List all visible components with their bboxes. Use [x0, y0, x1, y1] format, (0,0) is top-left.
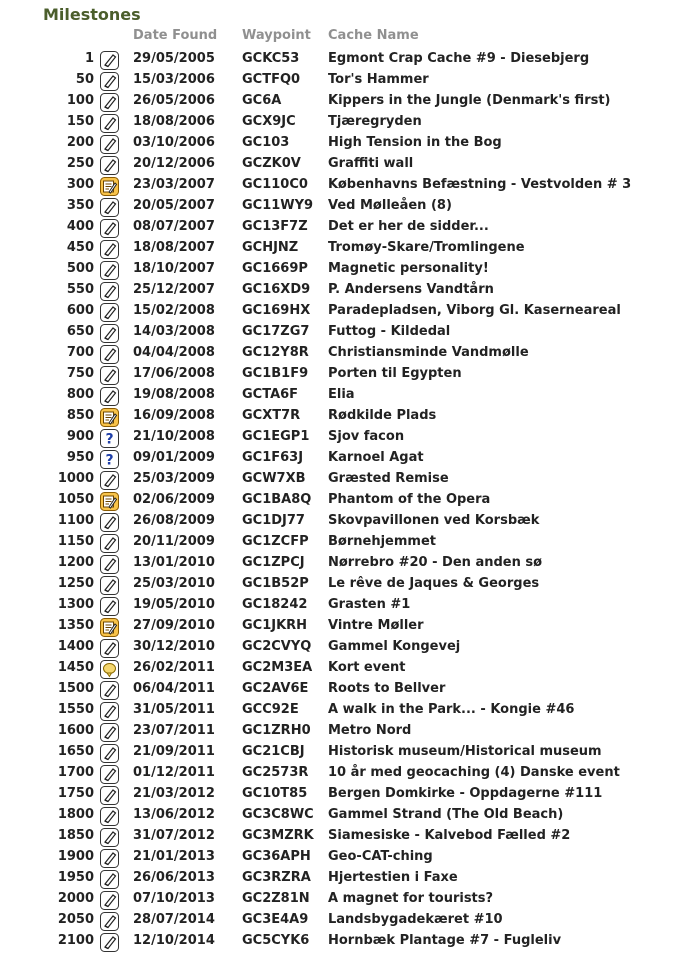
date-found: 19/08/2008 — [133, 387, 215, 402]
milestone-row — [0, 742, 700, 763]
cache-name-link[interactable]: Roots to Bellver — [328, 681, 446, 696]
svg-text:?: ? — [105, 452, 114, 469]
cache-name-link[interactable]: Kippers in the Jungle (Denmark's first) — [328, 93, 611, 108]
waypoint-link[interactable]: GC1JKRH — [242, 618, 308, 633]
traditional-cache-icon[interactable] — [100, 345, 119, 364]
milestone-row — [0, 700, 700, 721]
date-found: 20/11/2009 — [133, 534, 215, 549]
milestone-row — [0, 91, 700, 112]
cache-name-link[interactable]: Det er her de sidder... — [328, 219, 489, 234]
milestone-row — [0, 511, 700, 532]
date-found: 21/09/2011 — [133, 744, 215, 759]
milestone-number: 250 — [66, 156, 94, 171]
cache-name-link[interactable]: Magnetic personality! — [328, 261, 489, 276]
cache-name-link[interactable]: Bergen Domkirke - Oppdagerne #111 — [328, 786, 603, 801]
milestone-number: 2000 — [57, 891, 94, 906]
milestone-row — [0, 49, 700, 70]
traditional-cache-icon[interactable] — [100, 912, 119, 931]
waypoint-link[interactable]: GC12Y8R — [242, 345, 309, 360]
cache-name-link[interactable]: Futtog - Kildedal — [328, 324, 451, 339]
cache-name-link[interactable]: High Tension in the Bog — [328, 135, 502, 150]
traditional-cache-icon[interactable] — [100, 51, 119, 70]
milestone-number: 900 — [66, 429, 94, 444]
traditional-cache-icon[interactable] — [100, 303, 119, 322]
cache-name-link[interactable]: Skovpavillonen ved Korsbæk — [328, 513, 540, 528]
milestone-number: 450 — [66, 240, 94, 255]
waypoint-link[interactable]: GC2Z81N — [242, 891, 310, 906]
milestone-number: 1350 — [57, 618, 94, 633]
traditional-cache-icon[interactable] — [100, 198, 119, 217]
multi-cache-icon[interactable] — [100, 492, 119, 511]
waypoint-link[interactable]: GC1B52P — [242, 576, 309, 591]
milestone-number: 1900 — [57, 849, 94, 864]
mystery-cache-icon[interactable] — [100, 450, 119, 469]
traditional-cache-icon[interactable] — [100, 387, 119, 406]
cache-name-link[interactable]: Kort event — [328, 660, 406, 675]
date-found: 09/01/2009 — [133, 450, 215, 465]
svg-text:?: ? — [105, 431, 114, 448]
header-date-found[interactable]: Date Found — [133, 28, 218, 43]
waypoint-link[interactable]: GC1ZRH0 — [242, 723, 311, 738]
traditional-cache-icon[interactable] — [100, 849, 119, 868]
milestone-row — [0, 931, 700, 952]
waypoint-link[interactable]: GC13F7Z — [242, 219, 308, 234]
milestone-row — [0, 868, 700, 889]
multi-cache-icon[interactable] — [100, 618, 119, 637]
milestone-row — [0, 322, 700, 343]
traditional-cache-icon[interactable] — [100, 576, 119, 595]
traditional-cache-icon[interactable] — [100, 933, 119, 952]
milestone-row — [0, 112, 700, 133]
milestone-number: 1050 — [57, 492, 94, 507]
waypoint-link[interactable]: GC18242 — [242, 597, 308, 612]
cache-name-link[interactable]: Christiansminde Vandmølle — [328, 345, 529, 360]
waypoint-link[interactable]: GCHJNZ — [242, 240, 299, 255]
milestone-number: 200 — [66, 135, 94, 150]
milestone-row — [0, 595, 700, 616]
milestone-row — [0, 301, 700, 322]
date-found: 03/10/2006 — [133, 135, 215, 150]
milestone-number: 1750 — [57, 786, 94, 801]
waypoint-link[interactable]: GC1669P — [242, 261, 308, 276]
waypoint-link[interactable]: GCTFQ0 — [242, 72, 301, 87]
milestone-number: 500 — [66, 261, 94, 276]
date-found: 13/01/2010 — [133, 555, 215, 570]
date-found: 21/10/2008 — [133, 429, 215, 444]
cache-name-link[interactable]: Porten til Egypten — [328, 366, 462, 381]
milestone-number: 800 — [66, 387, 94, 402]
traditional-cache-icon[interactable] — [100, 828, 119, 847]
waypoint-link[interactable]: GC1DJ77 — [242, 513, 305, 528]
milestone-row — [0, 553, 700, 574]
header-cache-name[interactable]: Cache Name — [328, 28, 419, 43]
milestone-number: 1200 — [57, 555, 94, 570]
milestone-row — [0, 448, 700, 469]
milestone-number: 850 — [66, 408, 94, 423]
milestone-number: 1250 — [57, 576, 94, 591]
traditional-cache-icon[interactable] — [100, 534, 119, 553]
cache-name-link[interactable]: Nørrebro #20 - Den anden sø — [328, 555, 543, 570]
date-found: 26/06/2013 — [133, 870, 215, 885]
date-found: 26/08/2009 — [133, 513, 215, 528]
waypoint-link[interactable]: GC3C8WC — [242, 807, 314, 822]
milestone-row — [0, 826, 700, 847]
traditional-cache-icon[interactable] — [100, 597, 119, 616]
milestone-number: 550 — [66, 282, 94, 297]
cache-name-link[interactable]: Geo-CAT-ching — [328, 849, 433, 864]
waypoint-link[interactable]: GC110C0 — [242, 177, 308, 192]
waypoint-link[interactable]: GC2AV6E — [242, 681, 309, 696]
waypoint-link[interactable]: GCTA6F — [242, 387, 299, 402]
cache-name-link[interactable]: Egmont Crap Cache #9 - Diesebjerg — [328, 51, 590, 66]
traditional-cache-icon[interactable] — [100, 72, 119, 91]
waypoint-link[interactable]: GC17ZG7 — [242, 324, 310, 339]
cache-name-link[interactable]: Rødkilde Plads — [328, 408, 437, 423]
traditional-cache-icon[interactable] — [100, 93, 119, 112]
page-title: Milestones — [43, 5, 141, 24]
waypoint-link[interactable]: GCX9JC — [242, 114, 296, 129]
milestone-row — [0, 847, 700, 868]
milestone-row — [0, 679, 700, 700]
date-found: 26/05/2006 — [133, 93, 215, 108]
waypoint-link[interactable]: GC36APH — [242, 849, 311, 864]
date-found: 12/10/2014 — [133, 933, 215, 948]
traditional-cache-icon[interactable] — [100, 135, 119, 154]
cache-name-link[interactable]: Hjertestien i Faxe — [328, 870, 458, 885]
waypoint-link[interactable]: GC1EGP1 — [242, 429, 310, 444]
date-found: 29/05/2005 — [133, 51, 215, 66]
waypoint-link[interactable]: GC2573R — [242, 765, 309, 780]
milestone-row — [0, 406, 700, 427]
milestone-row — [0, 133, 700, 154]
traditional-cache-icon[interactable] — [100, 723, 119, 742]
mystery-cache-icon[interactable] — [100, 429, 119, 448]
milestone-number: 150 — [66, 114, 94, 129]
date-found: 18/08/2006 — [133, 114, 215, 129]
milestone-row — [0, 637, 700, 658]
traditional-cache-icon[interactable] — [100, 702, 119, 721]
date-found: 20/05/2007 — [133, 198, 215, 213]
traditional-cache-icon[interactable] — [100, 219, 119, 238]
traditional-cache-icon[interactable] — [100, 366, 119, 385]
date-found: 31/07/2012 — [133, 828, 215, 843]
traditional-cache-icon[interactable] — [100, 681, 119, 700]
waypoint-link[interactable]: GCW7XB — [242, 471, 306, 486]
milestone-row — [0, 532, 700, 553]
milestone-number: 1300 — [57, 597, 94, 612]
cache-name-link[interactable]: Sjov facon — [328, 429, 405, 444]
milestone-number: 400 — [66, 219, 94, 234]
date-found: 23/07/2011 — [133, 723, 215, 738]
milestone-number: 750 — [66, 366, 94, 381]
milestone-number: 1 — [84, 51, 94, 66]
milestone-row — [0, 805, 700, 826]
cache-name-link[interactable]: 10 år med geocaching (4) Danske event — [328, 765, 620, 780]
date-found: 07/10/2013 — [133, 891, 215, 906]
waypoint-link[interactable]: GC6A — [242, 93, 282, 108]
cache-name-link[interactable]: Græsted Remise — [328, 471, 449, 486]
multi-cache-icon[interactable] — [100, 177, 119, 196]
date-found: 16/09/2008 — [133, 408, 215, 423]
milestone-row — [0, 175, 700, 196]
milestone-number: 100 — [66, 93, 94, 108]
milestone-number: 1150 — [57, 534, 94, 549]
waypoint-link[interactable]: GCXT7R — [242, 408, 301, 423]
milestone-number: 950 — [66, 450, 94, 465]
date-found: 15/02/2008 — [133, 303, 215, 318]
date-found: 23/03/2007 — [133, 177, 215, 192]
date-found: 06/04/2011 — [133, 681, 215, 696]
date-found: 21/03/2012 — [133, 786, 215, 801]
milestone-row — [0, 721, 700, 742]
cache-name-link[interactable]: Ved Mølleåen (8) — [328, 198, 452, 213]
date-found: 25/03/2009 — [133, 471, 215, 486]
waypoint-link[interactable]: GC16XD9 — [242, 282, 311, 297]
milestone-number: 1600 — [57, 723, 94, 738]
milestone-row — [0, 238, 700, 259]
milestone-row — [0, 910, 700, 931]
waypoint-link[interactable]: GC2CVYQ — [242, 639, 312, 654]
milestone-number: 2050 — [57, 912, 94, 927]
waypoint-link[interactable]: GCZK0V — [242, 156, 301, 171]
traditional-cache-icon[interactable] — [100, 765, 119, 784]
traditional-cache-icon[interactable] — [100, 786, 119, 805]
date-found: 26/02/2011 — [133, 660, 215, 675]
milestone-row — [0, 469, 700, 490]
waypoint-link[interactable]: GC11WY9 — [242, 198, 314, 213]
waypoint-link[interactable]: GC3MZRK — [242, 828, 314, 843]
milestone-number: 1850 — [57, 828, 94, 843]
cache-name-link[interactable]: Siamesiske - Kalvebod Fælled #2 — [328, 828, 571, 843]
traditional-cache-icon[interactable] — [100, 261, 119, 280]
milestone-row — [0, 364, 700, 385]
cache-name-link[interactable]: Elia — [328, 387, 355, 402]
traditional-cache-icon[interactable] — [100, 870, 119, 889]
waypoint-link[interactable]: GC10T85 — [242, 786, 308, 801]
date-found: 18/10/2007 — [133, 261, 215, 276]
date-found: 20/12/2006 — [133, 156, 215, 171]
cache-name-link[interactable]: A magnet for tourists? — [328, 891, 494, 906]
traditional-cache-icon[interactable] — [100, 471, 119, 490]
waypoint-link[interactable]: GC5CYK6 — [242, 933, 310, 948]
date-found: 28/07/2014 — [133, 912, 215, 927]
milestone-number: 300 — [66, 177, 94, 192]
cache-name-link[interactable]: Karnoel Agat — [328, 450, 424, 465]
milestone-number: 1700 — [57, 765, 94, 780]
cache-name-link[interactable]: Historisk museum/Historical museum — [328, 744, 602, 759]
cache-name-link[interactable]: Tromøy-Skare/Tromlingene — [328, 240, 525, 255]
traditional-cache-icon[interactable] — [100, 639, 119, 658]
milestone-row — [0, 196, 700, 217]
cache-name-link[interactable]: Hornbæk Plantage #7 - Fugleliv — [328, 933, 562, 948]
traditional-cache-icon[interactable] — [100, 555, 119, 574]
milestone-row — [0, 385, 700, 406]
date-found: 25/03/2010 — [133, 576, 215, 591]
cache-name-link[interactable]: Phantom of the Opera — [328, 492, 491, 507]
multi-cache-icon[interactable] — [100, 408, 119, 427]
date-found: 27/09/2010 — [133, 618, 215, 633]
cache-name-link[interactable]: Graffiti wall — [328, 156, 414, 171]
waypoint-link[interactable]: GC1ZCFP — [242, 534, 309, 549]
waypoint-link[interactable]: GC1ZPCJ — [242, 555, 305, 570]
milestone-number: 650 — [66, 324, 94, 339]
milestone-row — [0, 616, 700, 637]
milestone-row — [0, 70, 700, 91]
date-found: 30/12/2010 — [133, 639, 215, 654]
milestone-row — [0, 280, 700, 301]
cache-name-link[interactable]: Paradepladsen, Viborg Gl. Kaserneareal — [328, 303, 621, 318]
waypoint-link[interactable]: GC103 — [242, 135, 290, 150]
date-found: 13/06/2012 — [133, 807, 215, 822]
waypoint-link[interactable]: GC21CBJ — [242, 744, 305, 759]
traditional-cache-icon[interactable] — [100, 513, 119, 532]
milestone-number: 700 — [66, 345, 94, 360]
date-found: 08/07/2007 — [133, 219, 215, 234]
milestone-row — [0, 217, 700, 238]
cache-name-link[interactable]: P. Andersens Vandtårn — [328, 282, 494, 297]
date-found: 21/01/2013 — [133, 849, 215, 864]
milestone-row — [0, 889, 700, 910]
cache-name-link[interactable]: Gammel Strand (The Old Beach) — [328, 807, 564, 822]
milestone-number: 1100 — [57, 513, 94, 528]
milestone-row — [0, 658, 700, 679]
milestone-number: 350 — [66, 198, 94, 213]
cache-name-link[interactable]: Københavns Befæstning - Vestvolden # 3 — [328, 177, 632, 192]
cache-name-link[interactable]: A walk in the Park... - Kongie #46 — [328, 702, 575, 717]
milestone-number: 2100 — [57, 933, 94, 948]
waypoint-link[interactable]: GC1F63J — [242, 450, 304, 465]
milestone-row — [0, 763, 700, 784]
milestone-row — [0, 343, 700, 364]
cache-name-link[interactable]: Tor's Hammer — [328, 72, 429, 87]
cache-name-link[interactable]: Landsbygadekæret #10 — [328, 912, 503, 927]
waypoint-link[interactable]: GC169HX — [242, 303, 311, 318]
date-found: 31/05/2011 — [133, 702, 215, 717]
traditional-cache-icon[interactable] — [100, 891, 119, 910]
cache-name-link[interactable]: Le rêve de Jaques & Georges — [328, 576, 540, 591]
traditional-cache-icon[interactable] — [100, 744, 119, 763]
cache-name-link[interactable]: Vintre Møller — [328, 618, 424, 633]
date-found: 25/12/2007 — [133, 282, 215, 297]
date-found: 14/03/2008 — [133, 324, 215, 339]
event-cache-icon[interactable] — [100, 660, 119, 679]
traditional-cache-icon[interactable] — [100, 240, 119, 259]
date-found: 19/05/2010 — [133, 597, 215, 612]
milestone-row — [0, 154, 700, 175]
cache-name-link[interactable]: Tjæregryden — [328, 114, 422, 129]
traditional-cache-icon[interactable] — [100, 324, 119, 343]
date-found: 17/06/2008 — [133, 366, 215, 381]
cache-name-link[interactable]: Børnehjemmet — [328, 534, 436, 549]
milestone-row — [0, 490, 700, 511]
waypoint-link[interactable]: GCC92E — [242, 702, 299, 717]
waypoint-link[interactable]: GC1B1F9 — [242, 366, 309, 381]
milestone-number: 1400 — [57, 639, 94, 654]
traditional-cache-icon[interactable] — [100, 807, 119, 826]
date-found: 02/06/2009 — [133, 492, 215, 507]
cache-name-link[interactable]: Metro Nord — [328, 723, 412, 738]
milestone-number: 1000 — [57, 471, 94, 486]
traditional-cache-icon[interactable] — [100, 282, 119, 301]
waypoint-link[interactable]: GC3RZRA — [242, 870, 311, 885]
milestone-number: 1550 — [57, 702, 94, 717]
milestone-row — [0, 259, 700, 280]
milestone-row — [0, 427, 700, 448]
waypoint-link[interactable]: GCKC53 — [242, 51, 300, 66]
waypoint-link[interactable]: GC1BA8Q — [242, 492, 312, 507]
milestone-row — [0, 574, 700, 595]
waypoint-link[interactable]: GC2M3EA — [242, 660, 313, 675]
cache-name-link[interactable]: Gammel Kongevej — [328, 639, 461, 654]
traditional-cache-icon[interactable] — [100, 114, 119, 133]
milestone-number: 1950 — [57, 870, 94, 885]
date-found: 18/08/2007 — [133, 240, 215, 255]
waypoint-link[interactable]: GC3E4A9 — [242, 912, 309, 927]
milestone-number: 1800 — [57, 807, 94, 822]
milestone-number: 600 — [66, 303, 94, 318]
milestone-number: 1650 — [57, 744, 94, 759]
date-found: 01/12/2011 — [133, 765, 215, 780]
cache-name-link[interactable]: Grasten #1 — [328, 597, 411, 612]
traditional-cache-icon[interactable] — [100, 156, 119, 175]
header-waypoint[interactable]: Waypoint — [242, 28, 311, 43]
milestone-number: 1450 — [57, 660, 94, 675]
date-found: 15/03/2006 — [133, 72, 215, 87]
milestone-number: 50 — [75, 72, 94, 87]
milestone-number: 1500 — [57, 681, 94, 696]
date-found: 04/04/2008 — [133, 345, 215, 360]
milestone-row — [0, 784, 700, 805]
